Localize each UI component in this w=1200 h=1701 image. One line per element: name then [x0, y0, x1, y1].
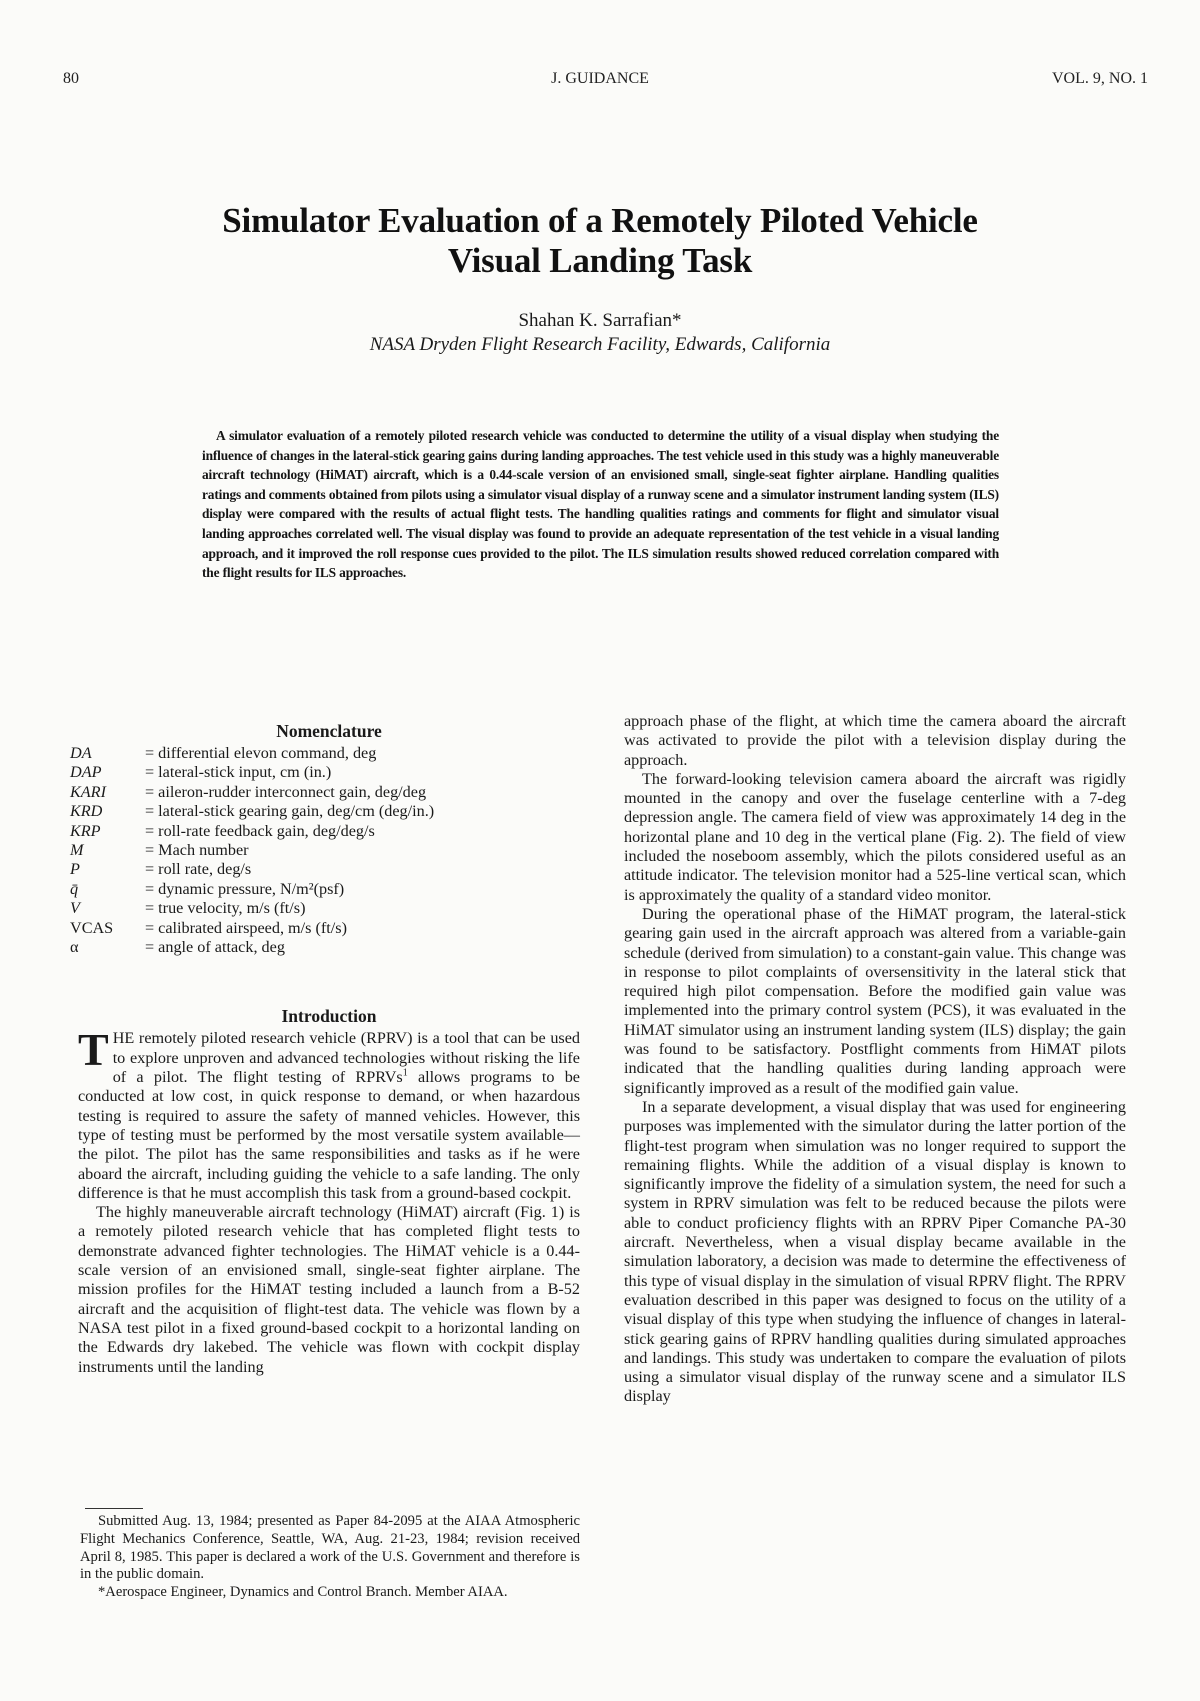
nomenclature-symbol: DA — [70, 744, 92, 762]
paragraph: During the operational phase of the HiMAT program, the lateral-stick gearing gain used in the aircraft approach was altered from a variable-gain schedule (derived from simulation) to a constant-gain value. This change was in response to pilot complaints of oversensitivity in the lateral stick that required high pilot compensation. Before the modified gain value was implemented into the primary control system (PCS), it was evaluated in the HiMAT simulator using an instrument landing system (ILS) display; the gain was found to be satisfactory. Postflight comments from HiMAT pilots indicated that the handling qualities during landing approach were significantly improved as a result of the modified gain value. — [624, 904, 1126, 1097]
author-name: Shahan K. Sarrafian* — [518, 310, 682, 331]
footnote-divider — [85, 1508, 143, 1509]
nomenclature-definition: = dynamic pressure, N/m²(psf) — [145, 879, 345, 898]
paragraph: THE remotely piloted research vehicle (RPRV) is a tool that can be used to explore unproven and advanced technologies without risking the life of a pilot. The flight testing of RPRVs$^1$ allows programs to be conducted at low cost, in quick response to demand, or when hazardous testing is required to assure the safety of manned vehicles. However, this type of testing must be performed by the most versatile system available—the pilot. The pilot has the same responsibilities and tasks as if he were aboard the aircraft, including guiding the vehicle to a safe landing. The only difference is that he must accomplish this task from a ground-based cockpit. — [78, 1024, 580, 1202]
drop-cap: T — [78, 1024, 109, 1076]
nomenclature-symbol: KARI — [70, 782, 106, 801]
left-column — [70, 720, 580, 1377]
nomenclature-symbol: VCAS — [70, 918, 114, 937]
volume-issue: VOL. 9, NO. 1 — [1052, 70, 1148, 87]
paragraph: The forward-looking television camera aboard the aircraft was rigidly mounted in the canopy and over the fuselage centerline with a 7-deg depression angle. The camera field of view was approximately 14 deg in the horizontal plane and 10 deg in the vertical plane (Fig. 2). The field of view included the noseboom assembly, which the pilots considered useful as an attitude indicator. The television monitor had a 525-line vertical scan, which is approximately the quality of a standard video monitor. — [624, 769, 1126, 904]
nomenclature-item — [70, 899, 580, 918]
nomenclature-heading: Nomenclature — [276, 721, 382, 741]
nomenclature-definition: = roll rate, deg/s — [145, 860, 252, 879]
right-column — [624, 712, 1126, 1407]
author-affiliation: NASA Dryden Flight Research Facility, Edwards, California — [369, 334, 831, 355]
nomenclature-item — [70, 860, 580, 879]
nomenclature-definition: = aileron-rudder interconnect gain, deg/deg — [145, 782, 427, 801]
nomenclature-item — [70, 744, 580, 763]
nomenclature-item — [70, 841, 580, 860]
nomenclature-item — [70, 802, 580, 821]
nomenclature-item — [70, 938, 580, 957]
footnotes — [80, 1513, 580, 1602]
reference-marker: 1 — [402, 1067, 408, 1079]
nomenclature-definition: = lateral-stick gearing gain, deg/cm (deg/in.) — [145, 802, 435, 821]
paragraph: The highly maneuverable aircraft technology (HiMAT) aircraft (Fig. 1) is a remotely piloted research vehicle that has completed flight tests to demonstrate advanced fighter technologies. The HiMAT vehicle is a 0.44-scale version of an envisioned small, single-seat fighter airplane. The mission profiles for the HiMAT testing included a launch from a B-52 aircraft and the acquisition of flight-test data. The vehicle was flown by a NASA test pilot in a fixed ground-based cockpit to a horizontal landing on the Edwards dry lakebed. The vehicle was flown with cockpit display instruments until the landing — [78, 1203, 580, 1376]
nomenclature-item — [70, 919, 580, 938]
nomenclature-symbol: KRP — [70, 821, 101, 840]
nomenclature-definition: = roll-rate feedback gain, deg/deg/s — [145, 821, 375, 840]
page-number: 80 — [63, 70, 79, 87]
introduction-heading: Introduction — [281, 1006, 377, 1027]
title-line-1: Simulator Evaluation of a Remotely Piloted Vehicle — [222, 201, 978, 241]
author-footnote: *Aerospace Engineer, Dynamics and Control Branch. Member AIAA. — [98, 1584, 508, 1601]
paper-title — [0, 201, 1200, 281]
nomenclature-definition: = calibrated airspeed, m/s (ft/s) — [145, 918, 347, 937]
nomenclature-item — [70, 880, 580, 899]
nomenclature-item — [70, 763, 580, 782]
nomenclature-symbol: q̄ — [70, 879, 79, 898]
nomenclature-symbol: P — [70, 860, 80, 879]
title-line-2: Visual Landing Task — [447, 241, 753, 281]
nomenclature-list — [70, 744, 580, 957]
nomenclature-item — [70, 822, 580, 841]
abstract — [202, 426, 999, 583]
nomenclature-definition: = angle of attack, deg — [145, 938, 285, 957]
nomenclature-symbol: V — [70, 899, 80, 918]
paragraph: In a separate development, a visual display that was used for engineering purposes was implemented with the simulator during the latter portion of the flight-test program when simulation was no longer required to support the remaining flights. While the addition of a visual display is known to significantly improve the fidelity of a simulation system, the need for such a system in RPRV simulation was felt to be reduced because the pilots were able to conduct proficiency flights with an RPRV Piper Comanche PA-30 aircraft. Nevertheless, when a visual display became available in the simulation laboratory, a decision was made to determine the effectiveness of this type of visual display in the simulation of visual RPRV flight. The RPRV evaluation described in this paper was designed to focus on the utility of a visual display of this type when studying the influence of changes in lateral-stick gearing gains of RPRV handling qualities during simulated approaches and landings. This study was undertaken to compare the evaluation of pilots using a simulator visual display of the runway scene and a simulator ILS display — [624, 1097, 1126, 1406]
nomenclature-symbol: KRD — [70, 802, 103, 821]
nomenclature-symbol: M — [70, 841, 84, 860]
nomenclature-item — [70, 783, 580, 802]
nomenclature-definition: = lateral-stick input, cm (in.) — [145, 763, 332, 782]
journal-name: J. GUIDANCE — [551, 70, 649, 87]
nomenclature-symbol: α — [70, 938, 79, 957]
nomenclature-definition: = differential elevon command, deg — [145, 744, 377, 762]
nomenclature-definition: = Mach number — [145, 841, 249, 860]
nomenclature-definition: = true velocity, m/s (ft/s) — [145, 899, 306, 918]
abstract-text: A simulator evaluation of a remotely piloted research vehicle was conducted to determine the utility of a visual display when studying the influence of changes in the lateral-stick gearing gains during landing approaches. The test vehicle used in this study was a highly maneuverable aircraft technology (HiMAT) aircraft, which is a 0.44-scale version of an envisioned small, single-seat fighter airplane. Handling qualities ratings and comments obtained from pilots using a simulator visual display of a runway scene and a simulator instrument landing system (ILS) display were compared with the results of actual flight tests. The handling qualities ratings and comments for flight and simulator visual landing approaches correlated well. The visual display was found to provide an adequate representation of the test vehicle in a visual landing approach, and it improved the roll response cues provided to the pilot. The ILS simulation results showed reduced correlation compared with the flight results for ILS approaches. — [202, 428, 999, 581]
running-head — [0, 70, 1200, 92]
submission-footnote: Submitted Aug. 13, 1984; presented as Paper 84-2095 at the AIAA Atmospheric Flight Mechanics Conference, Seattle, WA, Aug. 21-23, 1984; revision received April 8, 1985. This paper is declared a work of the U.S. Government and therefore is in the public domain. — [80, 1513, 580, 1583]
paragraph: approach phase of the flight, at which time the camera aboard the aircraft was activated to provide the pilot with a television display during the approach. — [624, 712, 1126, 769]
introduction-body-left — [78, 1024, 580, 1376]
nomenclature-symbol: DAP — [70, 763, 102, 782]
